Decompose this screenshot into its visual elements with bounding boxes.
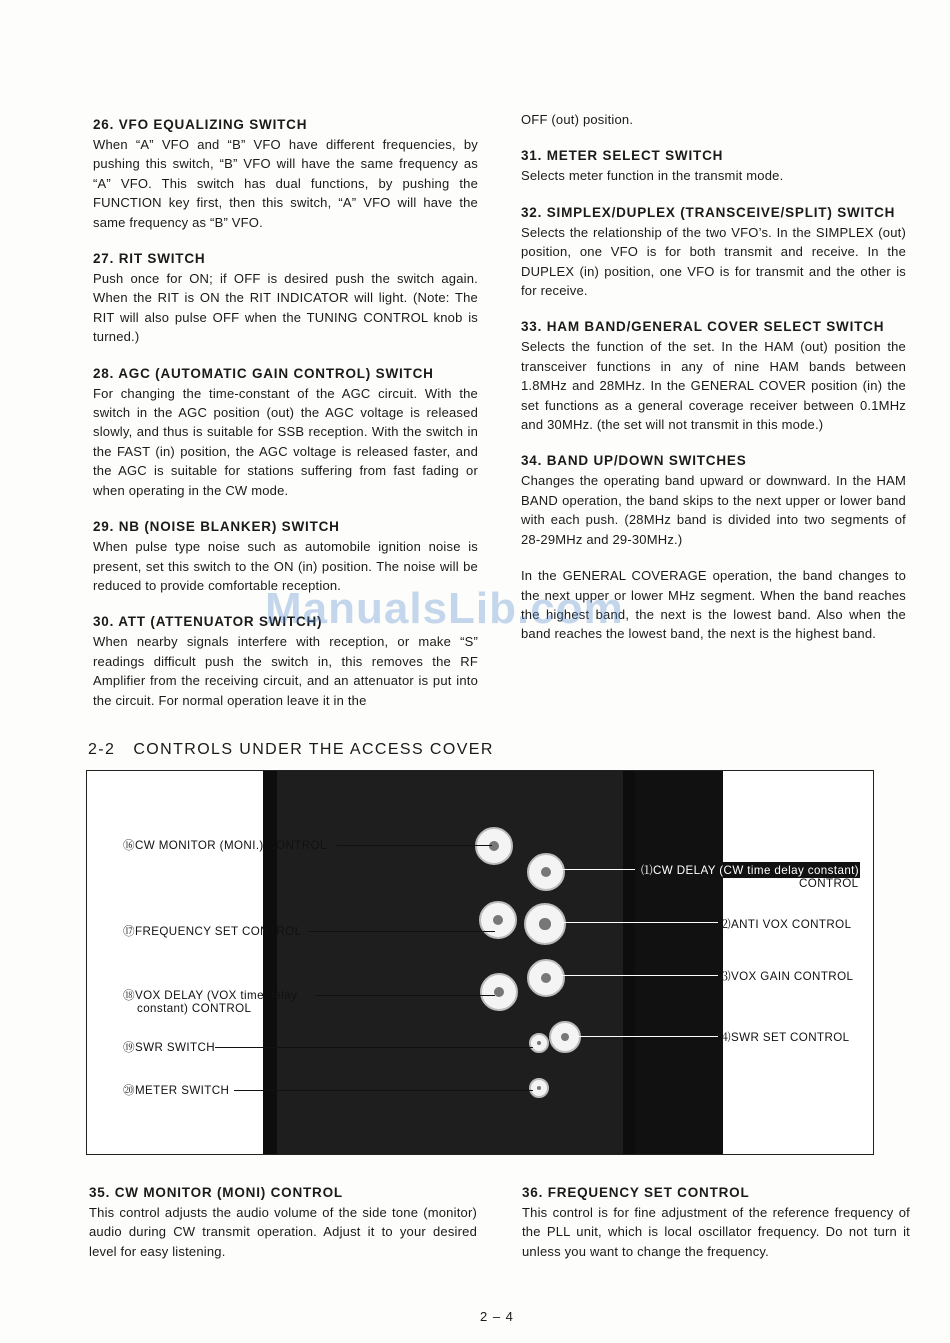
- label-swr-switch: ⑲SWR SWITCH: [123, 1041, 215, 1054]
- label-anti-vox: ⑵ANTI VOX CONTROL: [719, 918, 852, 931]
- section-body: For changing the time-constant of the AGC circuit. With the switch in the AGC position (out) the AGC voltage is released slowly, and thus is suitable for SSB reception. With the switch in the FAST (in) position, the AGC voltage is released faster, and the AGC is suitable for stations suffering from fast fading or when operating in the CW mode.: [93, 385, 478, 498]
- section-heading: [88, 741, 494, 759]
- label-vox-delay-2: constant) CONTROL: [137, 1002, 252, 1015]
- section-title: 29. NB (NOISE BLANKER) SWITCH: [93, 519, 340, 535]
- label-cw-delay-1: ⑴CW DELAY (CW time delay constant): [641, 864, 860, 877]
- section-body: Selects the function of the set. In the HAM (out) position the transceiver functions in any of nine HAM bands between 1.8MHz and 28MHz. In the GENERAL COVER position (in) the set functions as a general coverage receiver between 0.1MHz and 30MHz. (the set will not transmit in this mode.): [521, 339, 906, 433]
- label-frequency-set: ⑰FREQUENCY SET CONTROL: [123, 925, 302, 938]
- section-26: [93, 115, 478, 232]
- section-title: 33. HAM BAND/GENERAL COVER SELECT SWITCH: [521, 319, 885, 335]
- section-title: 36. FREQUENCY SET CONTROL: [522, 1185, 750, 1200]
- section-body: When “A” VFO and “B” VFO have different frequencies, by pushing this switch, “B” VFO will have the same frequency as “A” VFO. This switch has dual functions, by pushing the FUNCTION key first, then this switch, “A” VFO will have the same frequency as “B” VFO.: [93, 137, 478, 230]
- section-title: 28. AGC (AUTOMATIC GAIN CONTROL) SWITCH: [93, 365, 434, 381]
- section-30-continuation: [521, 110, 906, 129]
- watermark: ManualsLib.com: [265, 584, 624, 633]
- leader-frequency-set: [309, 931, 495, 932]
- page-number: 2 – 4: [480, 1309, 514, 1324]
- section-title: 30. ATT (ATTENUATOR SWITCH): [93, 614, 323, 630]
- label-cw-delay-2: CONTROL: [799, 877, 859, 890]
- section-body: Changes the operating band upward or downward. In the HAM BAND operation, the band skips to the next upper or lower band with each push. (28MHz band is divided into two segments of 28-29MHz and 29-30MHz.): [521, 473, 906, 547]
- vox-gain-trimmer: [527, 959, 565, 997]
- section-title: 35. CW MONITOR (MONI) CONTROL: [89, 1185, 343, 1200]
- section-31: [521, 146, 906, 185]
- leader-swr-switch: [215, 1047, 533, 1048]
- label-vox-gain: ⑶VOX GAIN CONTROL: [719, 970, 854, 983]
- meter-switch-part: [529, 1078, 549, 1098]
- leader-vox-gain: [561, 975, 718, 976]
- section-title: 32. SIMPLEX/DUPLEX (TRANSCEIVE/SPLIT) SWITCH: [521, 204, 896, 220]
- section-body: In the GENERAL COVERAGE operation, the band changes to the next upper or lower MHz segment. When the band reaches the highest band, the next is the lowest band. Also when the band reaches the lowest band, the next is the highest band.: [521, 568, 906, 642]
- label-meter-switch: ⑳METER SWITCH: [123, 1084, 230, 1097]
- section-body: Selects meter function in the transmit mode.: [521, 168, 784, 184]
- section-27: [93, 249, 478, 347]
- section-title: 31. METER SELECT SWITCH: [521, 148, 724, 164]
- left-column: [93, 115, 478, 727]
- cw-delay-trimmer: [527, 853, 565, 891]
- section-heading-number: 2-2: [88, 741, 116, 758]
- section-heading-title: CONTROLS UNDER THE ACCESS COVER: [133, 741, 494, 758]
- leader-cw-delay: [559, 869, 635, 870]
- board-edge-left: [263, 771, 277, 1154]
- access-cover-figure: [86, 770, 874, 1155]
- section-title: 34. BAND UP/DOWN SWITCHES: [521, 453, 747, 469]
- swr-switch-part: [529, 1033, 549, 1053]
- section-title: 27. RIT SWITCH: [93, 251, 206, 267]
- label-swr-set: ⑷SWR SET CONTROL: [719, 1031, 850, 1044]
- circuit-board-photo: [269, 771, 627, 1154]
- section-36: [522, 1183, 910, 1261]
- continuation-text: OFF (out) position.: [521, 112, 634, 127]
- section-34: [521, 451, 906, 549]
- section-35: [89, 1183, 477, 1261]
- leader-meter-switch: [234, 1090, 533, 1091]
- section-body: When nearby signals interfere with reception, or make “S” readings difficult push the switch in, this removes the RF Amplifier from the receiving circuit, and an attenuator is put into the circuit. For normal operation leave it in the: [93, 634, 478, 708]
- board-edge-right: [623, 771, 635, 1154]
- section-body: When pulse type noise such as automobile ignition noise is present, set this switch to the ON (in) position. The noise will be reduced to provide comfortable reception.: [93, 539, 478, 593]
- right-column: [521, 110, 906, 661]
- anti-vox-trimmer: [524, 903, 566, 945]
- frequency-set-trimmer: [479, 901, 517, 939]
- section-28: [93, 364, 478, 500]
- leader-anti-vox: [562, 922, 718, 923]
- section-body: Selects the relationship of the two VFO’s. In the SIMPLEX (out) position, one VFO is for both transmit and receive. In the DUPLEX (in) position, one VFO is for transmit and the other is for receive.: [521, 224, 906, 299]
- section-body: This control adjusts the audio volume of the side tone (monitor) audio during CW transmit operation. Adjust it to your desired level for easy listening.: [89, 1205, 477, 1259]
- chassis-strip: [635, 771, 723, 1154]
- label-cw-monitor: ⑯CW MONITOR (MONI.) CONTROL: [123, 839, 327, 852]
- leader-swr-set: [577, 1036, 718, 1037]
- vox-delay-trimmer: [480, 973, 518, 1011]
- section-33: [521, 317, 906, 434]
- leader-cw-monitor: [337, 845, 492, 846]
- leader-vox-delay: [315, 995, 495, 996]
- label-vox-delay-1: ⑱VOX DELAY (VOX time delay: [123, 989, 298, 1002]
- section-body: Push once for ON; if OFF is desired push the switch again. When the RIT is ON the RIT INDICATOR will light. (Note: The RIT will also pulse OFF when the TUNING CONTROL knob is turned.): [93, 271, 478, 345]
- section-32: [521, 203, 906, 301]
- section-title: 26. VFO EQUALIZING SWITCH: [93, 117, 308, 132]
- section-body: This control is for fine adjustment of the reference frequency of the PLL unit, which is local oscillator frequency. Do not turn it unless you want to change the frequency.: [522, 1205, 910, 1259]
